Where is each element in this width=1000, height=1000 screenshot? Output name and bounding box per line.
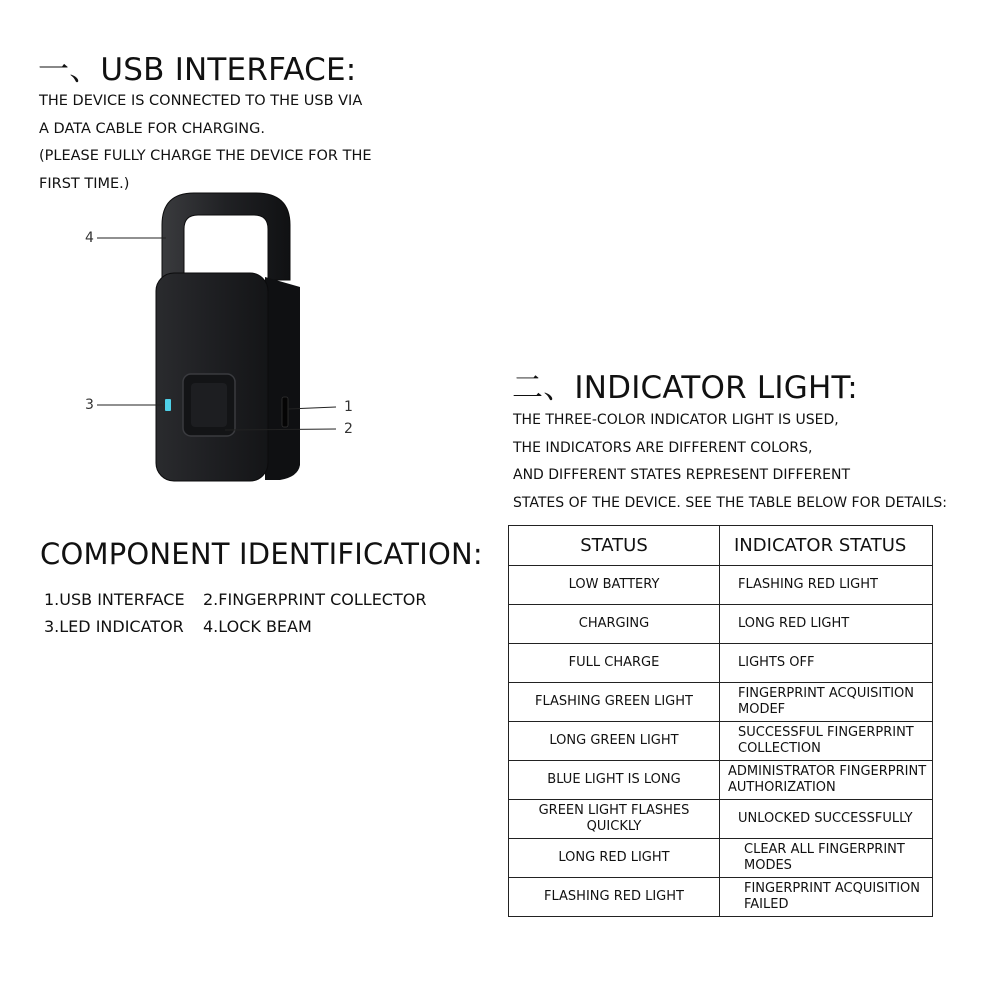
- usb-line: (PLEASE FULLY CHARGE THE DEVICE FOR THE: [39, 148, 372, 164]
- header-status: STATUS: [509, 526, 720, 566]
- table-row: [509, 722, 933, 761]
- indicator-heading: 二、INDICATOR LIGHT:: [512, 370, 858, 406]
- status-cell: LONG GREEN LIGHT: [509, 722, 720, 761]
- usb-port: [282, 397, 288, 427]
- usb-line: FIRST TIME.): [39, 175, 130, 192]
- status-cell: LONG RED LIGHT: [509, 839, 720, 878]
- callout-4: 4: [85, 230, 94, 246]
- callout-3: 3: [85, 397, 94, 413]
- status-cell: GREEN LIGHT FLASHES QUICKLY: [509, 800, 720, 839]
- lock-beam: [162, 193, 290, 280]
- table-row: [509, 761, 933, 800]
- header-indicator-status: INDICATOR STATUS: [720, 526, 933, 566]
- usb-heading: 一、USB INTERFACE:: [38, 52, 357, 88]
- indicator-description: [513, 407, 947, 517]
- usb-description: [39, 88, 372, 198]
- callout-1: 1: [344, 399, 353, 415]
- padlock-diagram: [70, 185, 390, 495]
- status-cell: FLASHING GREEN LIGHT: [509, 683, 720, 722]
- status-cell: FULL CHARGE: [509, 644, 720, 683]
- table-row: [509, 683, 933, 722]
- led-indicator: [165, 399, 171, 411]
- component-item: 2.FINGERPRINT COLLECTOR: [203, 590, 427, 609]
- indicator-cell: FLASHING RED LIGHT: [720, 566, 933, 605]
- table-header-row: [509, 526, 933, 566]
- status-cell: LOW BATTERY: [509, 566, 720, 605]
- component-item: 4.LOCK BEAM: [203, 617, 312, 636]
- table-row: [509, 878, 933, 917]
- usb-line: THE DEVICE IS CONNECTED TO THE USB VIA: [39, 93, 363, 109]
- component-item: 3.LED INDICATOR: [44, 617, 184, 636]
- callout-2: 2: [344, 421, 353, 437]
- indicator-table: [508, 525, 933, 917]
- table-row: [509, 839, 933, 878]
- indicator-line: THE INDICATORS ARE DIFFERENT COLORS,: [513, 439, 813, 456]
- indicator-cell: FINGERPRINT ACQUISITION MODEF: [720, 683, 933, 722]
- indicator-line: AND DIFFERENT STATES REPRESENT DIFFERENT: [513, 467, 851, 483]
- table-row: [509, 566, 933, 605]
- indicator-cell: FINGERPRINT ACQUISITION FAILED: [720, 878, 933, 917]
- status-cell: CHARGING: [509, 605, 720, 644]
- usb-line: A DATA CABLE FOR CHARGING.: [39, 120, 265, 137]
- component-item: 1.USB INTERFACE: [44, 590, 185, 609]
- indicator-line: THE THREE-COLOR INDICATOR LIGHT IS USED,: [513, 412, 839, 428]
- indicator-cell: SUCCESSFUL FINGERPRINT COLLECTION: [720, 722, 933, 761]
- indicator-cell: ADMINISTRATOR FINGERPRINT AUTHORIZATION: [720, 761, 933, 800]
- indicator-cell: LONG RED LIGHT: [720, 605, 933, 644]
- status-cell: FLASHING RED LIGHT: [509, 878, 720, 917]
- indicator-cell: CLEAR ALL FINGERPRINT MODES: [720, 839, 933, 878]
- indicator-cell: UNLOCKED SUCCESSFULLY: [720, 800, 933, 839]
- table-row: [509, 605, 933, 644]
- indicator-line: STATES OF THE DEVICE. SEE THE TABLE BELOW FOR DETAILS:: [513, 494, 947, 511]
- component-heading: COMPONENT IDENTIFICATION:: [40, 537, 483, 571]
- table-row: [509, 644, 933, 683]
- indicator-cell: LIGHTS OFF: [720, 644, 933, 683]
- status-cell: BLUE LIGHT IS LONG: [509, 761, 720, 800]
- table-row: [509, 800, 933, 839]
